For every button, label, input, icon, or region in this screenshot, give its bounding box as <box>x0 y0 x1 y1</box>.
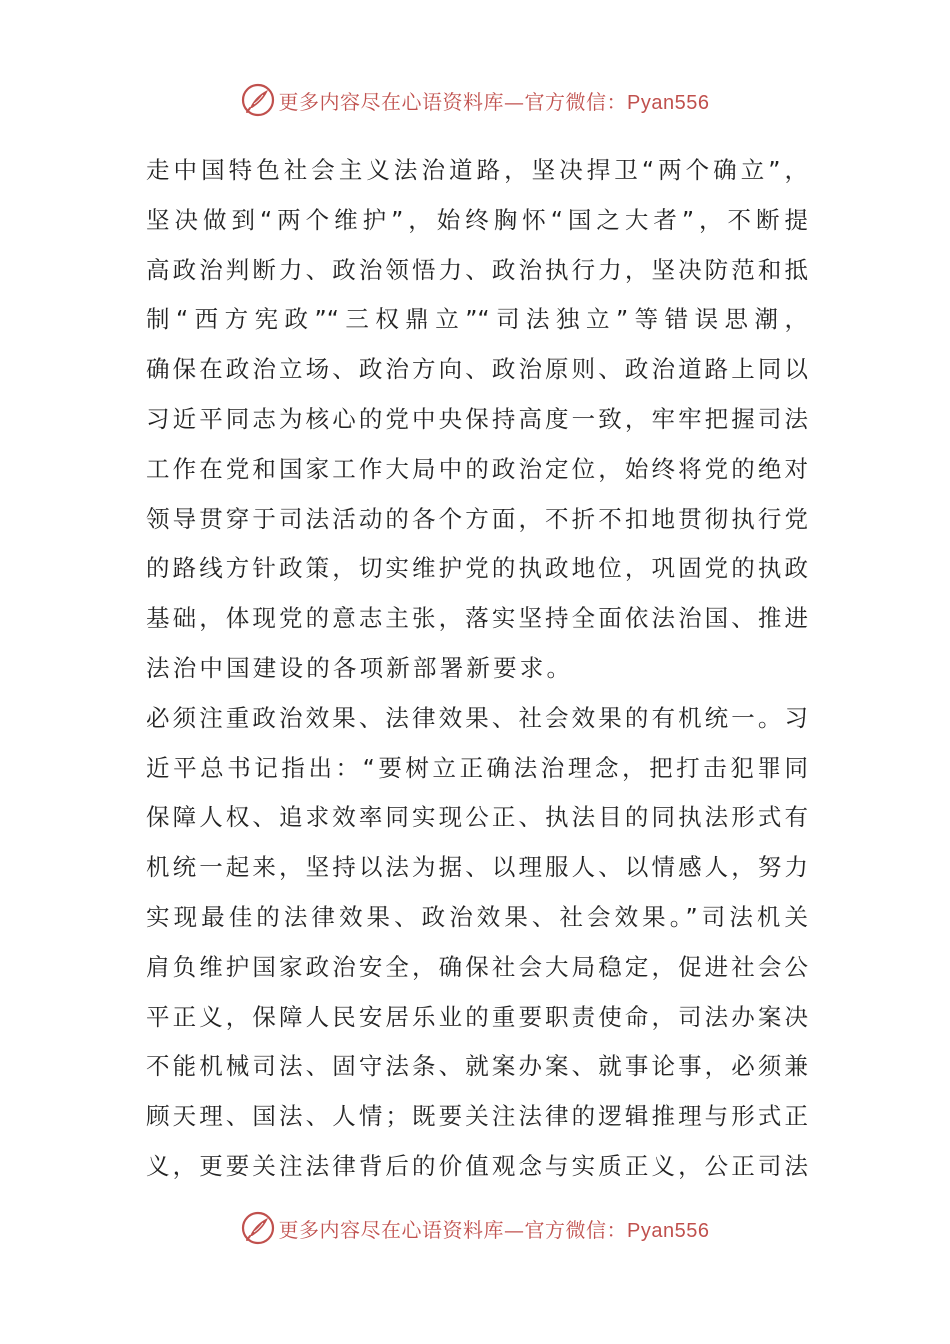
header-wechat-handle: Pyan556 <box>627 91 710 114</box>
footer-separator: — <box>504 1217 525 1242</box>
body-line: 坚决做到“两个维护”，始终胸怀“国之大者”，不断提 <box>146 205 808 234</box>
body-line: 确保在政治立场、政治方向、政治原则、政治道路上同以 <box>146 355 808 384</box>
footer-banner <box>0 1208 950 1248</box>
body-line: 高政治判断力、政治领悟力、政治执行力，坚决防范和抵 <box>146 255 808 284</box>
body-line: 法治中国建设的各项新部署新要求。 <box>146 653 574 682</box>
body-line: 走中国特色社会主义法治道路，坚决捍卫“两个确立”， <box>146 156 808 184</box>
body-line: 保障人权、追求效率同实现公正、执法目的同执法形式有 <box>146 803 808 832</box>
body-line: 实现最佳的法律效果、政治效果、社会效果。”司法机关 <box>146 902 808 931</box>
header-official-text: 官方微信： <box>524 89 628 114</box>
body-line: 习近平同志为核心的党中央保持高度一致，牢牢把握司法 <box>146 404 808 433</box>
document-body <box>146 146 808 1192</box>
footer-wechat-handle: Pyan556 <box>627 1219 710 1242</box>
body-line: 领导贯穿于司法活动的各个方面，不折不扣地贯彻执行党 <box>146 504 808 533</box>
body-line: 机统一起来，坚持以法为据、以理服人、以情感人，努力 <box>146 853 808 882</box>
quill-pen-logo-icon <box>241 1211 275 1245</box>
header-separator: — <box>504 89 525 114</box>
body-line: 基础，体现党的意志主张，落实坚持全面依法治国、推进 <box>146 604 808 633</box>
body-line: 必须注重政治效果、法律效果、社会效果的有机统一。习 <box>146 703 808 732</box>
body-line: 的路线方针政策，切实维护党的执政地位，巩固党的执政 <box>146 554 808 583</box>
body-line: 近平总书记指出：“要树立正确法治理念，把打击犯罪同 <box>146 753 808 782</box>
quill-pen-logo-icon <box>241 83 275 117</box>
body-line: 制“西方宪政”“三权鼎立”“司法独立”等错误思潮， <box>146 305 808 334</box>
body-line: 不能机械司法、固守法条、就案办案、就事论事，必须兼 <box>146 1052 808 1081</box>
header-banner <box>0 80 950 120</box>
body-line: 工作在党和国家工作大局中的政治定位，始终将党的绝对 <box>146 454 808 483</box>
body-line: 平正义，保障人民安居乐业的重要职责使命，司法办案决 <box>146 1002 808 1031</box>
footer-brand-text: 更多内容尽在心语资料库 <box>278 1217 505 1242</box>
header-brand-text: 更多内容尽在心语资料库 <box>278 89 505 114</box>
footer-official-text: 官方微信： <box>524 1217 628 1242</box>
header-banner-text <box>279 86 710 115</box>
footer-banner-text <box>279 1214 710 1243</box>
body-line: 义，更要关注法律背后的价值观念与实质正义，公正司法 <box>146 1151 808 1180</box>
body-line: 肩负维护国家政治安全，确保社会大局稳定，促进社会公 <box>146 952 808 981</box>
body-line: 顾天理、国法、人情；既要关注法律的逻辑推理与形式正 <box>146 1102 808 1131</box>
